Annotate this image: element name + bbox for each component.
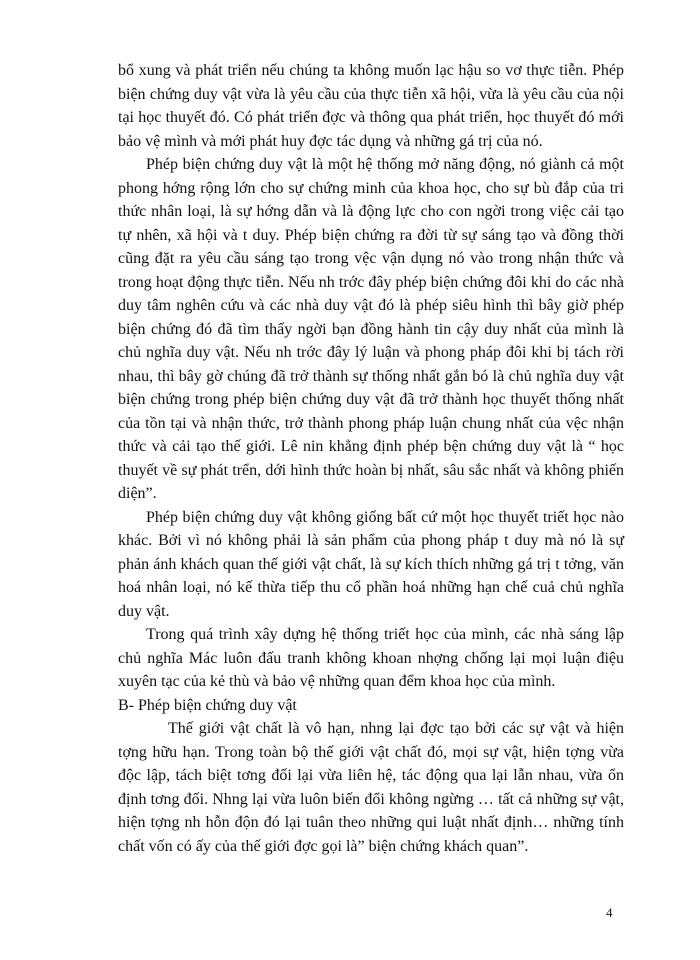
paragraph-open-system: Phép biện chứng duy vật là một hệ thống mở năng động, nó giành cả một phong hớng rộng lớn cho sự chứng minh của khoa học, cho sự bù đắp của tri thức nhân loại, là sự hớng dẫn và là động lực cho con ngời trong việc cải tạo tự nhên, xã hội và t duy. Phép biện chứng ra đời từ sự sáng tạo và đồng thời cũng đặt ra yêu cầu sáng tạo trong vệc vận dụng nó vào trong nhận thức và trong hoạt động thực tiễn. Nếu nh trớc đây phép biện chứng đôi khi do các nhà duy tâm nghên cứu và các nhà duy vật đó là phép siêu hình thì bây giờ phép biện chứng đó đã tìm thấy ngời bạn đồng hành tin cậy duy nhất của mình là chủ nghĩa duy vật. Nếu nh trớc đây lý luận và phong pháp đôi khi bị tách rời nhau, thì bây gờ chúng đã trở thành sự thống nhất gắn bó là chủ nghĩa duy vật biện chứng trong phép biện chứng duy vật đã trở thành học thuyết thống nhất của tồn tại và nhận thức, trở thành phong pháp luận chung nhất của vệc nhận thức và cải tạo thế giới. Lê nin khẳng định phép bện chứng duy vật là “ học thuyết về sự phát trển, dới hình thức hoàn bị nhất, sâu sắc nhất và không phiến diện”. bbox=[118, 156, 624, 502]
paragraph-material-world: Thế giới vật chất là vô hạn, nhng lại đợc tạo bởi các sự vật và hiện tợng hữu hạn. Trong toàn bộ thế giới vật chất đó, mọi sự vật, hiện tợng vừa độc lập, tách biệt tơng đối lại vừa liên hệ, tác động qua lại lẫn nhau, vừa ổn định tơng đối. Nhng lại vừa luôn biến đổi không ngừng … tất cả những sự vật, hiện tợng nh hỗn độn đó lại tuân theo những qui luật nhất định… những tính chất vốn có ấy của thế giới đợc gọi là” biện chứng khách quan”. bbox=[118, 720, 624, 855]
paragraph-marx-founders: Trong quá trình xây dựng hệ thống triết học của mình, các nhà sáng lập chủ nghĩa Mác luôn đấu tranh không khoan nhợng chống lại mọi luận điệu xuyên tạc của kẻ thù và bảo vệ những quan đểm khoa học của mình. bbox=[118, 626, 624, 690]
paragraph-unique-theory: Phép biện chứng duy vật không giống bất cứ một học thuyết triết học nào khác. Bởi vì nó không phải là sản phẩm của phong pháp t duy mà nó là sự phản ánh khách quan thế giới vật chất, là sự kích thích những gá trị t tởng, văn hoá nhân loại, nó kế thừa tiếp thu cổ phần hoá những hạn chế cuả chủ nghĩa duy vật. bbox=[118, 508, 624, 620]
document-body bbox=[118, 59, 624, 858]
section-heading: B- Phép biện chứng duy vật bbox=[118, 696, 297, 714]
page-number: 4 bbox=[606, 905, 613, 920]
paragraph-continuation: bổ xung và phát triển nếu chúng ta không muốn lạc hậu so vơ thực tiễn. Phép biện chứng duy vật vừa là yêu cầu của thực tiễn xã hội, vừa là yêu cầu của nội tại học thuyết đó. Có phát triển đợc và thông qua phát triển, học thuyết đó mới bảo vệ mình và mới phát huy đợc tác dụng và những gá trị của nó. bbox=[118, 62, 624, 150]
